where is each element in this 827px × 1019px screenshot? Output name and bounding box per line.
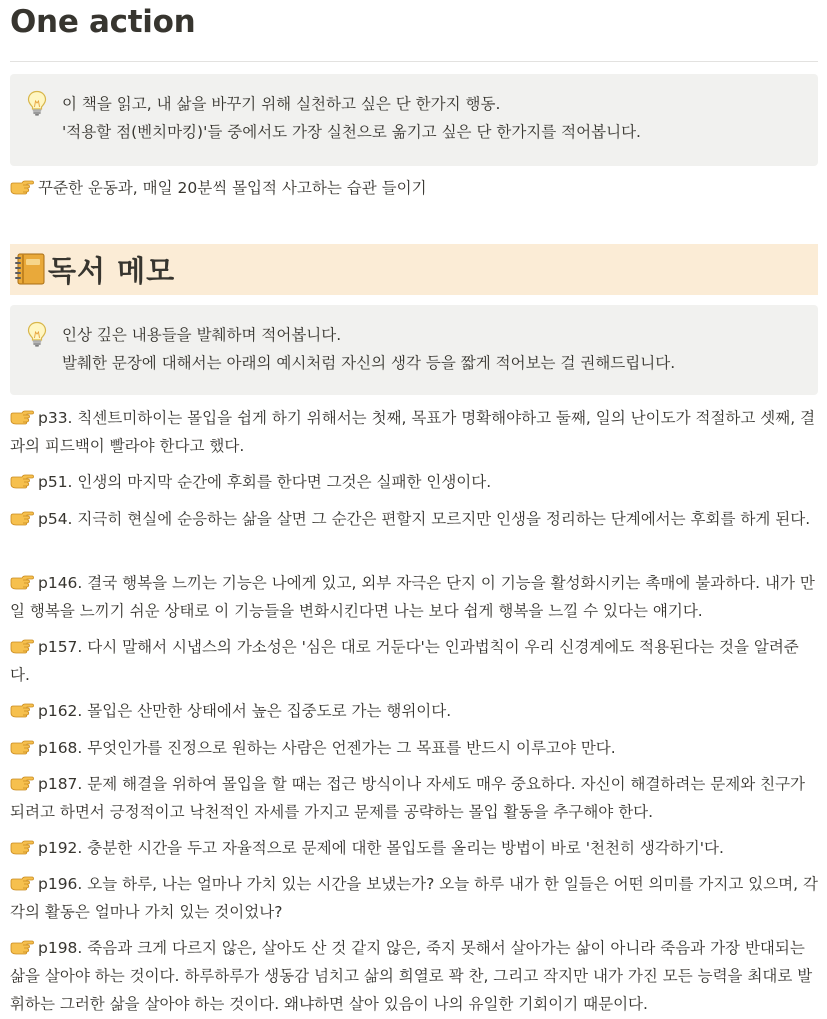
callout-line: '적용할 점(벤치마킹)'들 중에서도 가장 실천으로 옮기고 싶은 단 한가지를 적어봅니다. — [62, 123, 641, 141]
callout-memo[interactable] — [10, 305, 818, 395]
page-title[interactable]: One action — [10, 4, 196, 40]
memo-item[interactable] — [10, 633, 818, 689]
memo-item[interactable] — [10, 505, 818, 533]
memo-text: p198. 죽음과 크게 다르지 않은, 살아도 산 것 같지 않은, 죽지 못해서 살아가는 삶이 아니라 죽음과 가장 반대되는 삶을 살아야 하는 것이다. 하루하루가 생동감 넘치고 삶의 희열로 꽉 찬, 그리고 작지만 내가 가진 모든 능력을 최대로 발휘하는 그러한 삶을 살아야 하는 것이다. 왜냐하면 살아 있음이 나의 유일한 기회이기 때문이다. — [10, 939, 813, 1013]
pointing-hand-icon — [10, 939, 34, 955]
pointing-hand-icon — [10, 179, 34, 195]
memo-text: p162. 몰입은 산만한 상태에서 높은 집중도로 가는 행위이다. — [38, 702, 452, 720]
memo-text: p192. 충분한 시간을 두고 자율적으로 문제에 대한 몰입도를 올리는 방법이 바로 '천천히 생각하기'다. — [38, 839, 724, 857]
memo-text: p146. 결국 행복을 느끼는 기능은 나에게 있고, 외부 자극은 단지 이 기능을 활성화시키는 촉매에 불과하다. 내가 만일 행복을 느끼기 쉬운 상태로 이 기능들을 변화시킨다면 나는 보다 쉽게 행복을 느낄 수 있다는 얘기다. — [10, 574, 815, 620]
action-item[interactable] — [10, 174, 818, 202]
action-item-text: 꾸준한 운동과, 매일 20분씩 몰입적 사고하는 습관 들이기 — [38, 179, 427, 197]
pointing-hand-icon — [10, 702, 34, 718]
pointing-hand-icon — [10, 473, 34, 489]
pointing-hand-icon — [10, 739, 34, 755]
divider — [10, 61, 818, 62]
memo-item[interactable] — [10, 934, 818, 1018]
memo-item[interactable] — [10, 468, 818, 496]
memo-item[interactable] — [10, 569, 818, 625]
memo-item[interactable] — [10, 834, 818, 862]
pointing-hand-icon — [10, 875, 34, 891]
callout-line: 발췌한 문장에 대해서는 아래의 예시처럼 자신의 생각 등을 짧게 적어보는 걸 권해드립니다. — [62, 354, 676, 372]
pointing-hand-icon — [10, 775, 34, 791]
callout-one-action[interactable] — [10, 74, 818, 166]
pointing-hand-icon — [10, 839, 34, 855]
memo-text: p54. 지극히 현실에 순응하는 삶을 살면 그 순간은 편할지 모르지만 인생을 정리하는 단계에서는 후회를 하게 된다. — [38, 510, 811, 528]
callout-line: 인상 깊은 내용들을 발췌하며 적어봅니다. — [62, 326, 342, 344]
memo-item[interactable] — [10, 870, 818, 926]
pointing-hand-icon — [10, 409, 34, 425]
memo-text: p33. 칙센트미하이는 몰입을 쉽게 하기 위해서는 첫째, 목표가 명확해야하고 둘째, 일의 난이도가 적절하고 셋째, 결과의 피드백이 빨라야 한다고 했다. — [10, 409, 816, 455]
lightbulb-icon — [26, 321, 48, 347]
memo-text: p51. 인생의 마지막 순간에 후회를 한다면 그것은 실패한 인생이다. — [38, 473, 492, 491]
memo-text: p196. 오늘 하루, 나는 얼마나 가치 있는 시간을 보냈는가? 오늘 하루 내가 한 일들은 어떤 의미를 가지고 있으며, 각각의 활동은 얼마나 가치 있는 것이었나? — [10, 875, 818, 921]
memo-heading-text: 독서 메모 — [48, 254, 176, 288]
memo-text: p157. 다시 말해서 시냅스의 가소성은 '심은 대로 거둔다'는 인과법칙이 우리 신경계에도 적용된다는 것을 알려준다. — [10, 638, 799, 684]
pointing-hand-icon — [10, 574, 34, 590]
memo-text: p168. 무엇인가를 진정으로 원하는 사람은 언젠가는 그 목표를 반드시 이루고야 만다. — [38, 739, 616, 757]
callout-line: 이 책을 읽고, 내 삶을 바꾸기 위해 실천하고 싶은 단 한가지 행동. — [62, 95, 501, 113]
memo-item[interactable] — [10, 697, 818, 725]
memo-item[interactable] — [10, 734, 818, 762]
pointing-hand-icon — [10, 638, 34, 654]
memo-item[interactable] — [10, 404, 818, 460]
pointing-hand-icon — [10, 510, 34, 526]
notebook-icon — [14, 252, 46, 286]
lightbulb-icon — [26, 90, 48, 116]
memo-item[interactable] — [10, 770, 818, 826]
memo-text: p187. 문제 해결을 위하여 몰입을 할 때는 접근 방식이나 자세도 매우 중요하다. 자신이 해결하려는 문제와 친구가 되려고 하면서 긍정적이고 낙천적인 자세를 가지고 문제를 공략하는 몰입 활동을 추구해야 한다. — [10, 775, 806, 821]
memo-heading[interactable] — [10, 244, 818, 295]
